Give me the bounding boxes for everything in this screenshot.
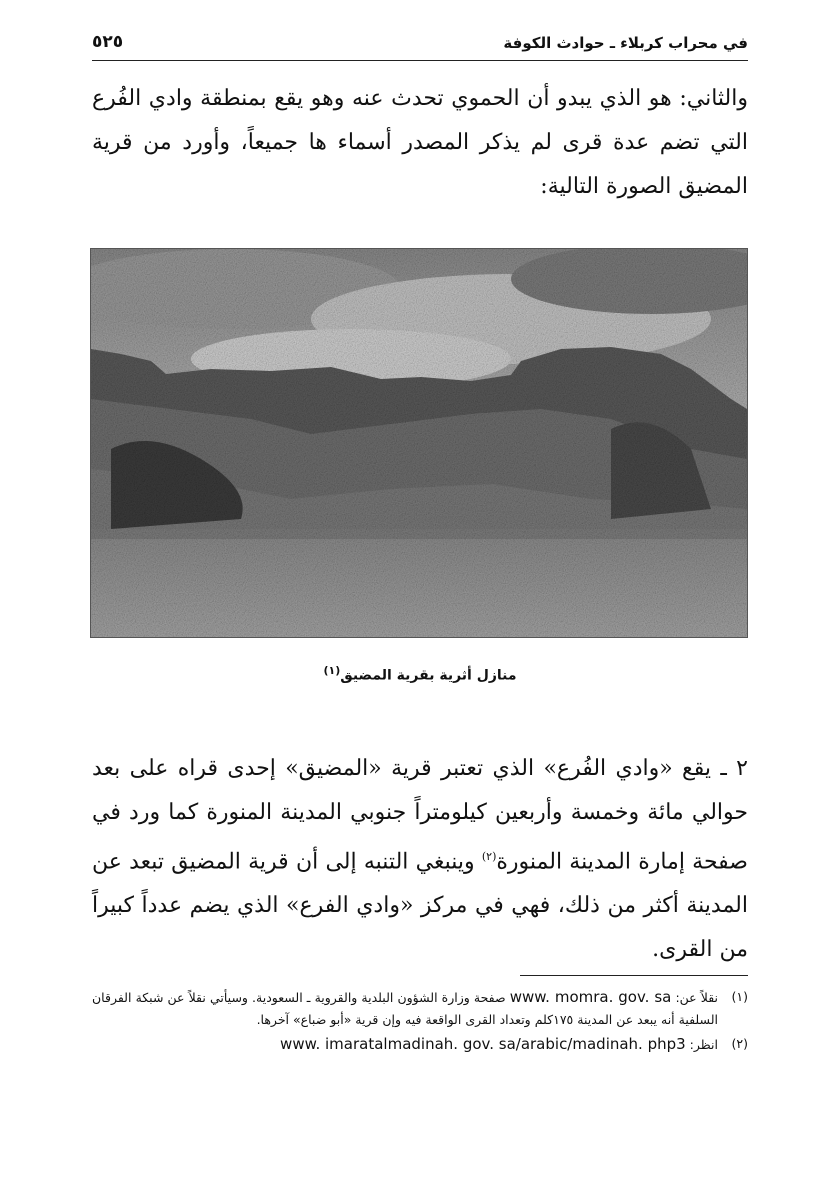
page-number: ٥٢٥ bbox=[92, 32, 124, 52]
footnote-2 bbox=[92, 1033, 748, 1056]
caption-footnote-ref[interactable]: (١) bbox=[323, 664, 341, 677]
footnotes bbox=[92, 986, 748, 1058]
footnote-2-number: (٢) bbox=[731, 1036, 748, 1051]
footnote-1-url[interactable]: www. momra. gov. sa bbox=[509, 988, 672, 1006]
photo-caption-text: منازل أثرية بقرية المضيق bbox=[340, 667, 517, 684]
running-head-title: في محراب كربلاء ـ حوادث الكوفة bbox=[503, 34, 748, 52]
paragraph-2-part-b: وينبغي التنبه إلى أن قرية المضيق تبعد عن المدينة أكثر من ذلك، فهي في مركز «وادي الفرع» الذي يضم عدداً كبيراً من القرى. bbox=[92, 849, 748, 963]
running-head bbox=[92, 30, 748, 61]
footnote-divider bbox=[520, 975, 748, 976]
paragraph-2-footnote-ref[interactable]: (٢) bbox=[481, 850, 497, 863]
paragraph-1: والثاني: هو الذي يبدو أن الحموي تحدث عنه وهو يقع بمنطقة وادي الفُرع التي تضم عدة قرى لم يذكر المصدر أسماء ها جميعاً، وأورد من قرية المضيق الصورة التالية: bbox=[92, 86, 748, 199]
village-photo bbox=[90, 248, 748, 638]
ruins-photo-illustration bbox=[91, 249, 747, 637]
footnote-1-prefix: نقلاً عن: bbox=[671, 990, 718, 1005]
footnote-2-prefix: انظر: bbox=[685, 1037, 718, 1052]
paragraph-2-part-a: ٢ ـ يقع «وادي الفُرع» الذي تعتبر قرية «المضيق» إحدى قراه على بعد حوالي مائة وخمسة وأربعين كيلومتراً جنوبي المدينة المنورة كما ورد في صفحة إمارة المدينة المنورة bbox=[92, 756, 748, 875]
photo-caption bbox=[92, 664, 748, 684]
footnote-2-url[interactable]: www. imaratalmadinah. gov. sa/arabic/madinah. php3 bbox=[280, 1035, 686, 1053]
paragraph-2 bbox=[92, 747, 748, 972]
footnote-1-number: (١) bbox=[731, 989, 748, 1004]
footnote-1-text: صفحة وزارة الشؤون البلدية والقروية ـ السعودية. وسيأتي نقلاً عن شبكة الفرقان السلفية أنه يبعد عن المدينة ١٧٥كلم وتعداد القرى الواقعة فيه وإن قرية «أبو ضباع» آخرها. bbox=[92, 990, 718, 1027]
footnote-1 bbox=[92, 986, 748, 1031]
